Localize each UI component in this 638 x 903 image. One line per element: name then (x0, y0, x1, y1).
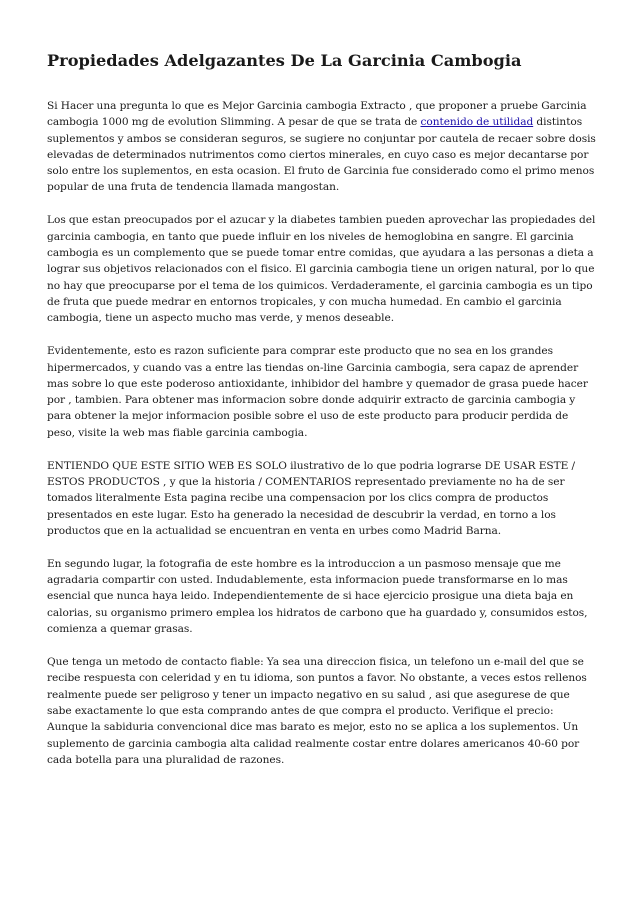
paragraph-5: En segundo lugar, la fotografia de este hombre es la introduccion a un pasmoso mensaje que me agradaria compartir con usted. Indudablemente, esta informacion puede transformarse en lo mas esencial que nunca haya leido. Independientemente de si hace ejercicio prosigue una dieta baja en calorias, su organismo primero emplea los hidratos de carbono que ha guardado y, consumidos estos, comienza a quemar grasas. (47, 557, 588, 636)
paragraph-1-text-before: Si Hacer una pregunta lo que es Mejor Garcinia cambogia Extracto , que proponer a pruebe Garcinia cambogia 1000 mg de evolution Slimming. A pesar de que se trata de (47, 100, 587, 129)
paragraph-6: Que tenga un metodo de contacto fiable: Ya sea una direccion fisica, un telefono un e-mail del que se recibe respuesta con celeridad y en tu idioma, son puntos a favor. No obstante, a veces estos rellenos realmente puede ser peligroso y tener un impacto negativo en su salud , asi que asegurese de que sabe exactamente lo que esta comprando antes de que compra el producto. Verifique el precio: Aunque la sabiduria convencional dice mas barato es mejor, esto no se aplica a los suplementos. Un suplemento de garcinia cambogia alta calidad realmente costar entre dolares americanos 40-60 por cada botella para una pluralidad de razones. (47, 656, 587, 766)
paragraph-3: Evidentemente, esto es razon suficiente para comprar este producto que no sea en los grandes hipermercados, y cuando vas a entre las tiendas on-line Garcinia cambogia, sera capaz de aprender mas sobre lo que este poderoso antioxidante, inhibidor del hambre y quemador de grasa puede hacer por , tambien. Para obtener mas informacion sobre donde adquirir extracto de garcinia cambogia y para obtener la mejor informacion posible sobre el uso de este producto para producir perdida de peso, visite la web mas fiable garcinia cambogia. (47, 345, 588, 439)
paragraph-1 (47, 98, 597, 196)
document-page (47, 50, 597, 785)
paragraph-1-text-after: distintos suplementos y ambos se consideran seguros, se sugiere no conjuntar por cautela de recaer sobre dosis elevadas de determinados nutrimentos como ciertos minerales, en cuyo caso es mejor decantarse por solo entre los suplementos, en esta ocasion. El fruto de Garcinia fue considerado como el primo menos popular de una fruta de tendencia llamada mangostan. (47, 116, 596, 194)
paragraph-2: Los que estan preocupados por el azucar y la diabetes tambien pueden aprovechar las propiedades del garcinia cambogia, en tanto que puede influir en los niveles de hemoglobina en sangre. El garcinia cambogia es un complemento que se puede tomar entre comidas, que ayudara a las personas a dieta a lograr sus objetivos relacionados con el fisico. El garcinia cambogia tiene un origen natural, por lo que no hay que preocuparse por el tema de los quimicos. Verdaderamente, el garcinia cambogia es un tipo de fruta que puede medrar en entornos tropicales, y con mucha humedad. En cambio el garcinia cambogia, tiene un aspecto mucho mas verde, y menos deseable. (47, 214, 596, 325)
utility-content-link[interactable]: contenido de utilidad (420, 116, 534, 129)
document-title: Propiedades Adelgazantes De La Garcinia Cambogia (47, 51, 522, 70)
paragraph-4: ENTIENDO QUE ESTE SITIO WEB ES SOLO ilustrativo de lo que podria lograrse DE USAR ESTE / ESTOS PRODUCTOS , y que la historia / COMENTARIOS representado previamente no ha de ser tomados literalmente Esta pagina recibe una compensacion por los clics compra de productos presentados en este lugar. Esto ha generado la necesidad de descubrir la verdad, en torno a los productos que en la actualidad se encuentran en venta en urbes como Madrid Barna. (47, 459, 576, 537)
